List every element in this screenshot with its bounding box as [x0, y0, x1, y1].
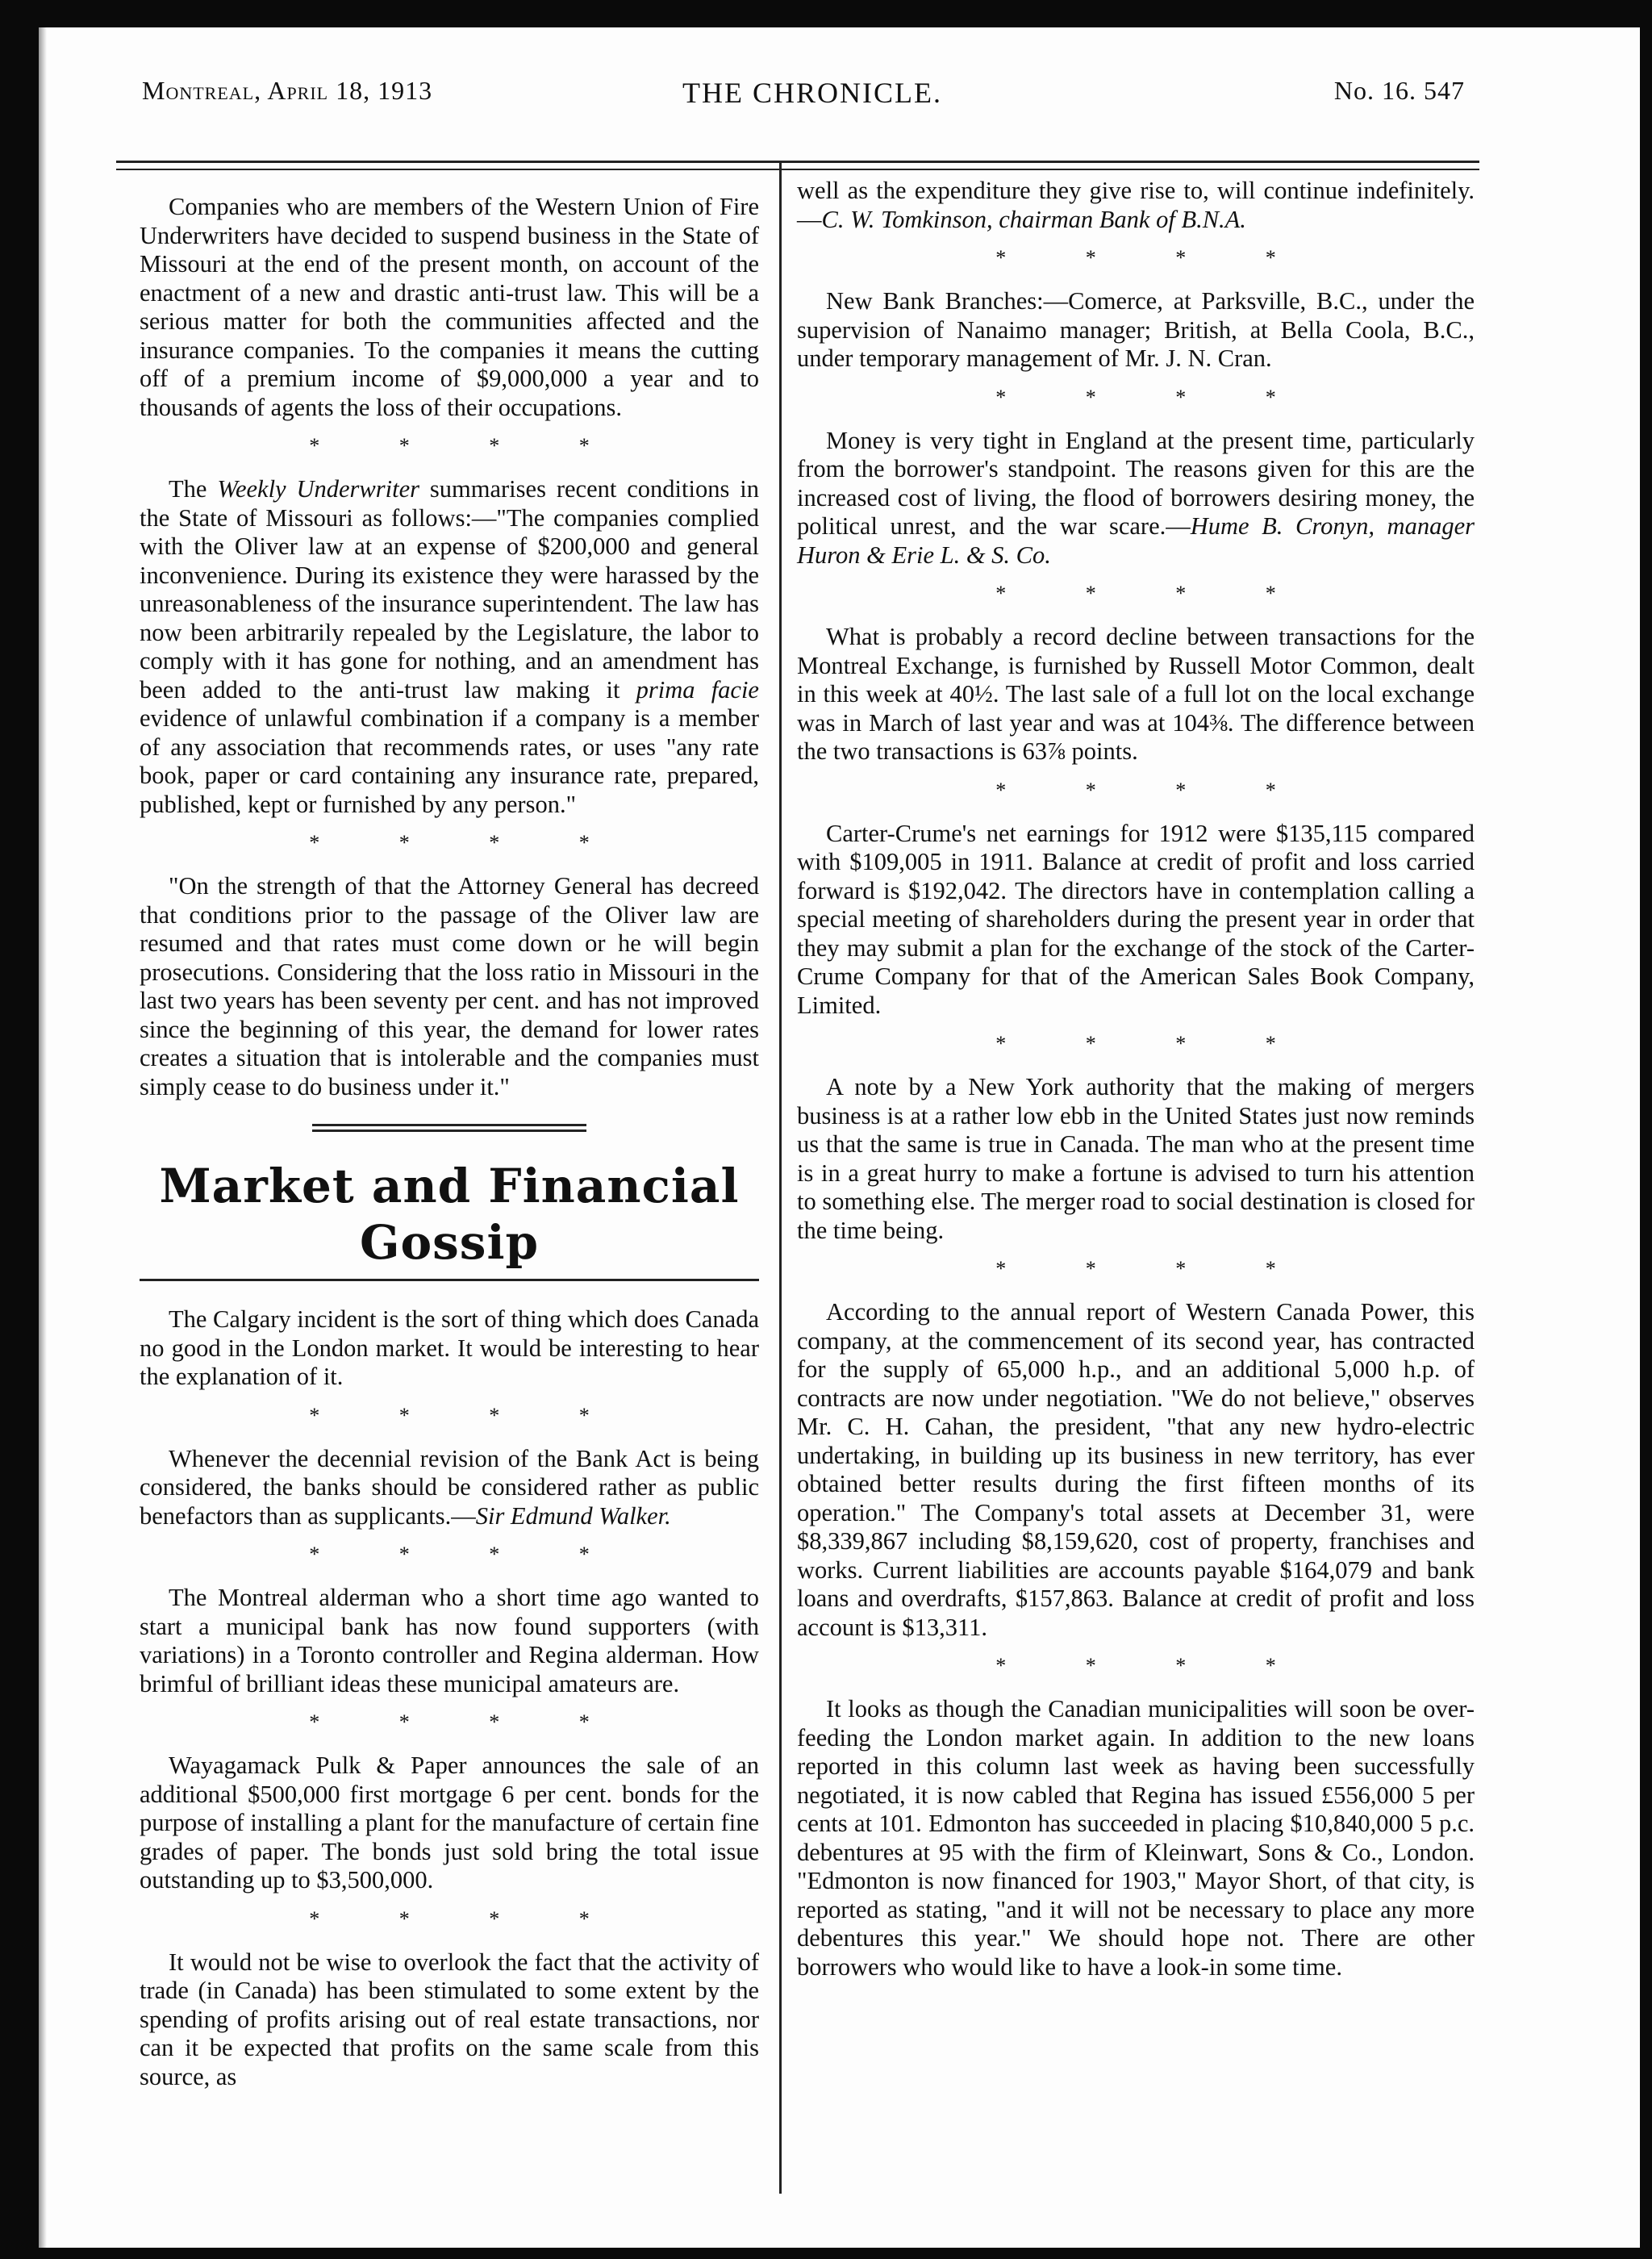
quote-attribution: Hume B. Cronyn, manager Huron & Erie L. & S. Co.: [797, 512, 1475, 569]
section-title-rule: [140, 1279, 759, 1281]
text-run: well as the expenditure they give rise to, will continue indefinitely.—: [797, 177, 1475, 233]
header-rule: [116, 161, 1479, 163]
separator-stars: * * * *: [995, 1257, 1313, 1280]
latin-phrase: prima facie: [636, 675, 759, 704]
text-run: Whenever the decennial revision of the Bank Act is being considered, the banks should be considered rather as public benefactors than as supplicants.—: [140, 1444, 759, 1530]
article-calgary: The Calgary incident is the sort of thing which does Canada no good in the London market. It would be interesting to hear the explanation of it.: [140, 1305, 759, 1390]
section-double-rule: [312, 1124, 586, 1132]
article-new-bank-branches: New Bank Branches:—Comerce, at Parksville, B.C., under the supervision of Nanaimo manager; British, at Bella Coola, B.C., under temporary management of Mr. J. N. Cran.: [797, 287, 1475, 372]
article-missouri-suspension: Companies who are members of the Western Union of Fire Underwriters have decided to suspend business in the State of Missouri at the end of the present month, on account of the enactment of a new and drastic anti-trust law. This will be a serious matter for both the communities affected and the insurance companies. To the companies it means the cutting off of a premium income of $9,000,000 a year and to thousands of agents the loss of their occupations.: [140, 193, 759, 421]
header-rule-thin: [116, 169, 1479, 170]
article-real-estate-continued: [797, 177, 1475, 234]
text-run: Money is very tight in England at the present time, particularly from the borrower's standpoint. The reasons given for this are the increased cost of living, the flood of borrowers desiring money, the political unrest, and the war scare.—: [797, 426, 1475, 540]
newspaper-page: [39, 27, 1640, 2248]
running-header: [142, 76, 1465, 148]
separator-stars: * * * *: [995, 246, 1313, 269]
article-russell-motor: What is probably a record decline between transactions for the Montreal Exchange, is furnished by Russell Motor Common, dealt in this week at 40½. The last sale of a full lot on the local exchange was in March of last year and was at 104⅜. The difference between the two transactions is 63⅞ points.: [797, 623, 1475, 765]
separator-stars: * * * *: [309, 831, 627, 854]
header-title: THE CHRONICLE.: [682, 77, 942, 109]
separator-stars: * * * *: [309, 1543, 627, 1566]
article-bank-act: [140, 1445, 759, 1531]
separator-stars: * * * *: [995, 582, 1313, 605]
article-municipal-bank: The Montreal alderman who a short time ago wanted to start a municipal bank has now found supporters (with variations) in a Toronto controller and Regina alderman. How brimful of brilliant ideas these municipal amateurs are.: [140, 1584, 759, 1697]
header-page-number: No. 16. 547: [1333, 76, 1465, 105]
text-run: summarises recent conditions in the State of Missouri as follows:—"The companies complied with the Oliver law at an expense of $200,000 and general inconvenience. During its existence they were harassed by the unreasonableness of the insurance superintendent. The law has now been arbitrarily repealed by the Legislature, the labor to comply with it has gone for nothing, and an amendment has been added to the anti-trust law making it: [140, 475, 759, 704]
separator-stars: * * * *: [309, 1710, 627, 1734]
separator-stars: * * * *: [309, 1906, 627, 1931]
separator-stars: * * * *: [309, 1403, 627, 1427]
right-column: [797, 177, 1475, 1981]
article-municipal-loans: It looks as though the Canadian municipalities will soon be over-feeding the London market again. In addition to the new loans reported in this column last week as having been successfully negotiated, it is now cabled that Regina has issued £556,000 5 per cents at 101. Edmonton has succeeded in placing $10,840,000 5 p.c. debentures at 95 with the firm of Kleinwart, Sons & Co., London. "Edmonton is now financed for 1903," Mayor Short, of that city, is reported as stating, "and it will not be necessary to place any more debentures this year." We should hope not. There are other borrowers who would like to have a look-in some time.: [797, 1695, 1475, 1981]
text-run: evidence of unlawful combination if a company is a member of any association that recommends rates, or uses "any rate book, paper or card containing any insurance rate, prepared, published, kept or furnished by any person.": [140, 704, 759, 818]
text-run: The: [169, 475, 218, 503]
article-money-tight: [797, 427, 1475, 570]
column-divider: [779, 161, 782, 2194]
quote-attribution: C. W. Tomkinson, chairman Bank of B.N.A.: [821, 205, 1246, 233]
separator-stars: * * * *: [995, 1654, 1313, 1677]
article-attorney-general: "On the strength of that the Attorney General has decreed that conditions prior to the passage of the Oliver law are resumed and that rates must come down or he will begin prosecutions. Considering that the loss ratio in Missouri in the last two years has been seventy per cent. and has not improved since the beginning of this year, the demand for lower rates creates a situation that is intolerable and the companies must simply cease to do business under it.": [140, 872, 759, 1100]
article-wayagamack: Wayagamack Pulk & Paper announces the sale of an additional $500,000 first mortgage 6 per cent. bonds for the purpose of installing a plant for the manufacture of certain fine grades of paper. The bonds just sold bring the total issue outstanding up to $3,500,000.: [140, 1752, 759, 1894]
article-carter-crume: Carter-Crume's net earnings for 1912 were $135,115 compared with $109,005 in 1911. Balance at credit of profit and loss carried forward is $192,042. The directors have in contemplation calling a special meeting of shareholders during the present year in order that they may submit a plan for the exchange of the stock of the Carter-Crume Company for that of the American Sales Book Company, Limited.: [797, 819, 1475, 1019]
page-gutter: [39, 27, 47, 2248]
article-weekly-underwriter: [140, 475, 759, 819]
article-mergers: A note by a New York authority that the making of mergers business is at a rather low ebb in the United States just now reminds us that the same is true in Canada. The man who at the present time is in a great hurry to make a fortune is advised to turn his attention to something else. The merger road to social destination is closed for the time being.: [797, 1073, 1475, 1244]
quote-attribution: Sir Edmund Walker.: [475, 1501, 671, 1530]
publication-name: Weekly Underwriter: [217, 475, 419, 503]
header-date: Montreal, April 18, 1913: [142, 76, 433, 105]
left-column: [140, 193, 759, 2091]
separator-stars: * * * *: [995, 385, 1313, 409]
separator-stars: * * * *: [309, 434, 627, 457]
section-title: Market and Financial Gossip: [159, 1159, 740, 1270]
article-western-canada-power: According to the annual report of Western Canada Power, this company, at the commencement of its second year, has contracted for the supply of 65,000 h.p., and an additional 5,000 h.p. of contracts are now under negotiation. "We do not believe," observes Mr. C. H. Cahan, the president, "that any new hydro-electric undertaking, in building up its business in new territory, has ever obtained better results during the first fifteen months of its operation." The Company's total assets at December 31, were $8,339,867 including $8,159,620, cost of property, franchises and works. Current liabilities are accounts payable $164,079 and bank loans and overdrafts, $157,863. Balance at credit of profit and loss account is $13,311.: [797, 1298, 1475, 1641]
separator-stars: * * * *: [995, 778, 1313, 802]
separator-stars: * * * *: [995, 1032, 1313, 1055]
article-real-estate: It would not be wise to overlook the fact that the activity of trade (in Canada) has been stimulated to some extent by the spending of profits arising out of real estate transactions, nor can it be expected that profits on the same scale from this source, as: [140, 1948, 759, 2090]
